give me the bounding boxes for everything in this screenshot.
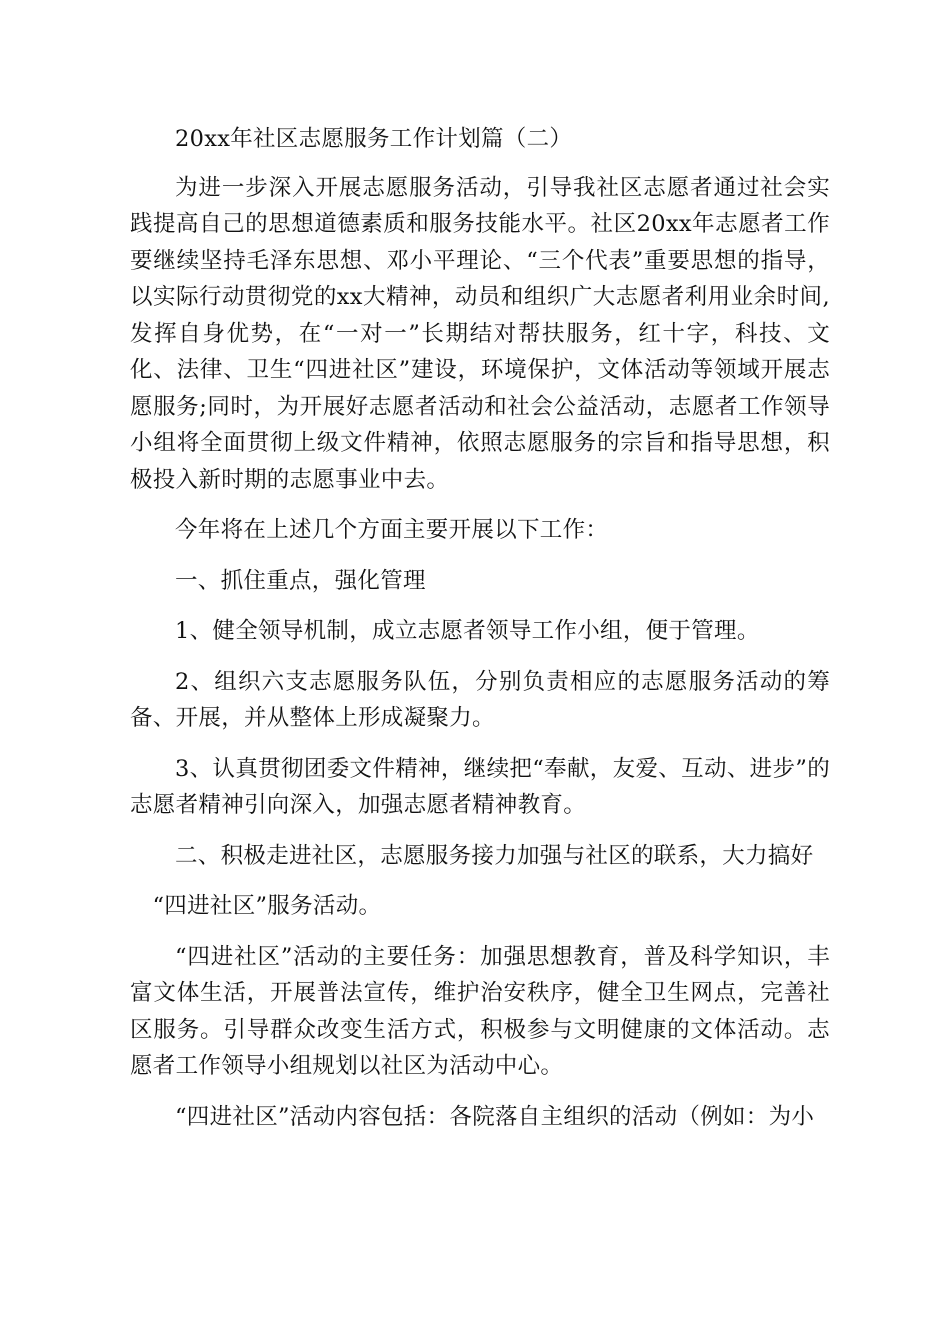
document-title: 20xx年社区志愿服务工作计划篇（二）	[175, 126, 573, 152]
paragraph-work-overview: 今年将在上述几个方面主要开展以下工作：	[175, 517, 609, 543]
list-item-3: 3、认真贯彻团委文件精神，继续把“奉献，友爱、互动、进步”的志愿者精神引向深入，加强志愿者精神教育。	[130, 755, 830, 818]
document-body	[130, 121, 830, 1149]
paragraph-intro: 为进一步深入开展志愿服务活动，引导我社区志愿者通过社会实践提高自己的思想道德素质和服务技能水平。社区20xx年志愿者工作要继续坚持毛泽东思想、邓小平理论、“三个代表”重要思想的指导，以实际行动贯彻党的xx大精神，动员和组织广大志愿者利用业余时间,发挥自身优势，在“一对一”长期结对帮扶服务，红十字，科技、文化、法律、卫生“四进社区”建设，环境保护，文体活动等领域开展志愿服务;同时，为开展好志愿者活动和社会公益活动，志愿者工作领导小组将全面贯彻上级文件精神，依照志愿服务的宗旨和指导思想，积极投入新时期的志愿事业中去。	[130, 174, 830, 493]
paragraph-main-tasks: “四进社区”活动的主要任务：加强思想教育，普及科学知识，丰富文体生活，开展普法宣传，维护治安秩序，健全卫生网点，完善社区服务。引导群众改变生活方式，积极参与文明健康的文体活动。志愿者工作领导小组规划以社区为活动中心。	[130, 943, 830, 1079]
list-item-2: 2、组织六支志愿服务队伍，分别负责相应的志愿服务活动的筹备、开展，并从整体上形成凝聚力。	[130, 668, 830, 731]
list-item-1: 1、健全领导机制，成立志愿者领导工作小组，便于管理。	[175, 618, 760, 644]
section-heading-2: 二、积极走进社区，志愿服务接力加强与社区的联系，大力搞好	[175, 842, 814, 869]
section-heading-2-continued: “四进社区”服务活动。	[152, 893, 382, 919]
paragraph-activity-content: “四进社区”活动内容包括：各院落自主组织的活动（例如：为小	[175, 1103, 815, 1130]
section-heading-1: 一、抓住重点，强化管理	[175, 567, 426, 594]
